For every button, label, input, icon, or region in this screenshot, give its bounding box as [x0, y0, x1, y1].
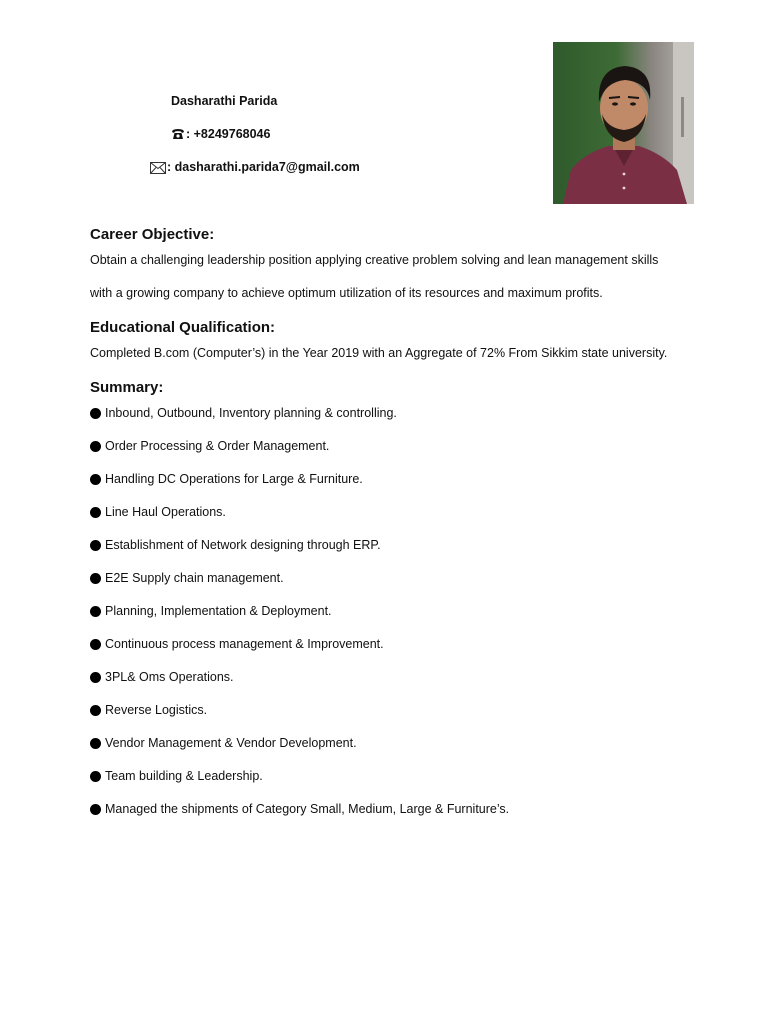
bullet-icon — [90, 606, 101, 617]
email-line — [150, 160, 360, 174]
list-item: Line Haul Operations. — [90, 496, 710, 529]
bullet-icon — [90, 441, 101, 452]
education-text: Completed B.com (Computer’s) in the Year 2019 with an Aggregate of 72% From Sikkim state university. — [90, 346, 668, 360]
list-item: 3PL& Oms Operations. — [90, 661, 710, 694]
list-item: Managed the shipments of Category Small, Medium, Large & Furniture’s. — [90, 793, 710, 826]
envelope-icon — [150, 162, 166, 174]
bullet-icon — [90, 639, 101, 650]
list-item: E2E Supply chain management. — [90, 562, 710, 595]
career-objective-heading: Career Objective: — [90, 226, 215, 243]
bullet-icon — [90, 738, 101, 749]
career-objective-line-2: with a growing company to achieve optimum utilization of its resources and maximum profits. — [90, 286, 603, 300]
list-item: Planning, Implementation & Deployment. — [90, 595, 710, 628]
resume-content — [90, 224, 710, 826]
candidate-name: Dasharathi Parida — [171, 94, 278, 108]
bullet-icon — [90, 408, 101, 419]
email-address: : dasharathi.parida7@gmail.com — [167, 160, 360, 174]
list-item: Establishment of Network designing through ERP. — [90, 529, 710, 562]
telephone-icon — [171, 128, 185, 140]
phone-line — [171, 127, 270, 141]
portrait-image — [553, 42, 694, 204]
bullet-icon — [90, 672, 101, 683]
list-item: Vendor Management & Vendor Development. — [90, 727, 710, 760]
phone-number: : +8249768046 — [186, 127, 271, 141]
list-item: Handling DC Operations for Large & Furniture. — [90, 463, 710, 496]
bullet-icon — [90, 705, 101, 716]
bullet-icon — [90, 804, 101, 815]
list-item: Order Processing & Order Management. — [90, 430, 710, 463]
profile-photo — [553, 42, 694, 204]
education-heading: Educational Qualification: — [90, 319, 276, 336]
list-item: Continuous process management & Improvement. — [90, 628, 710, 661]
summary-list — [90, 397, 710, 826]
list-item: Reverse Logistics. — [90, 694, 710, 727]
summary-heading: Summary: — [90, 379, 164, 396]
list-item: Team building & Leadership. — [90, 760, 710, 793]
bullet-icon — [90, 507, 101, 518]
list-item: Inbound, Outbound, Inventory planning & controlling. — [90, 397, 710, 430]
bullet-icon — [90, 540, 101, 551]
bullet-icon — [90, 474, 101, 485]
bullet-icon — [90, 771, 101, 782]
career-objective-line-1: Obtain a challenging leadership position applying creative problem solving and lean management skills — [90, 253, 659, 267]
bullet-icon — [90, 573, 101, 584]
